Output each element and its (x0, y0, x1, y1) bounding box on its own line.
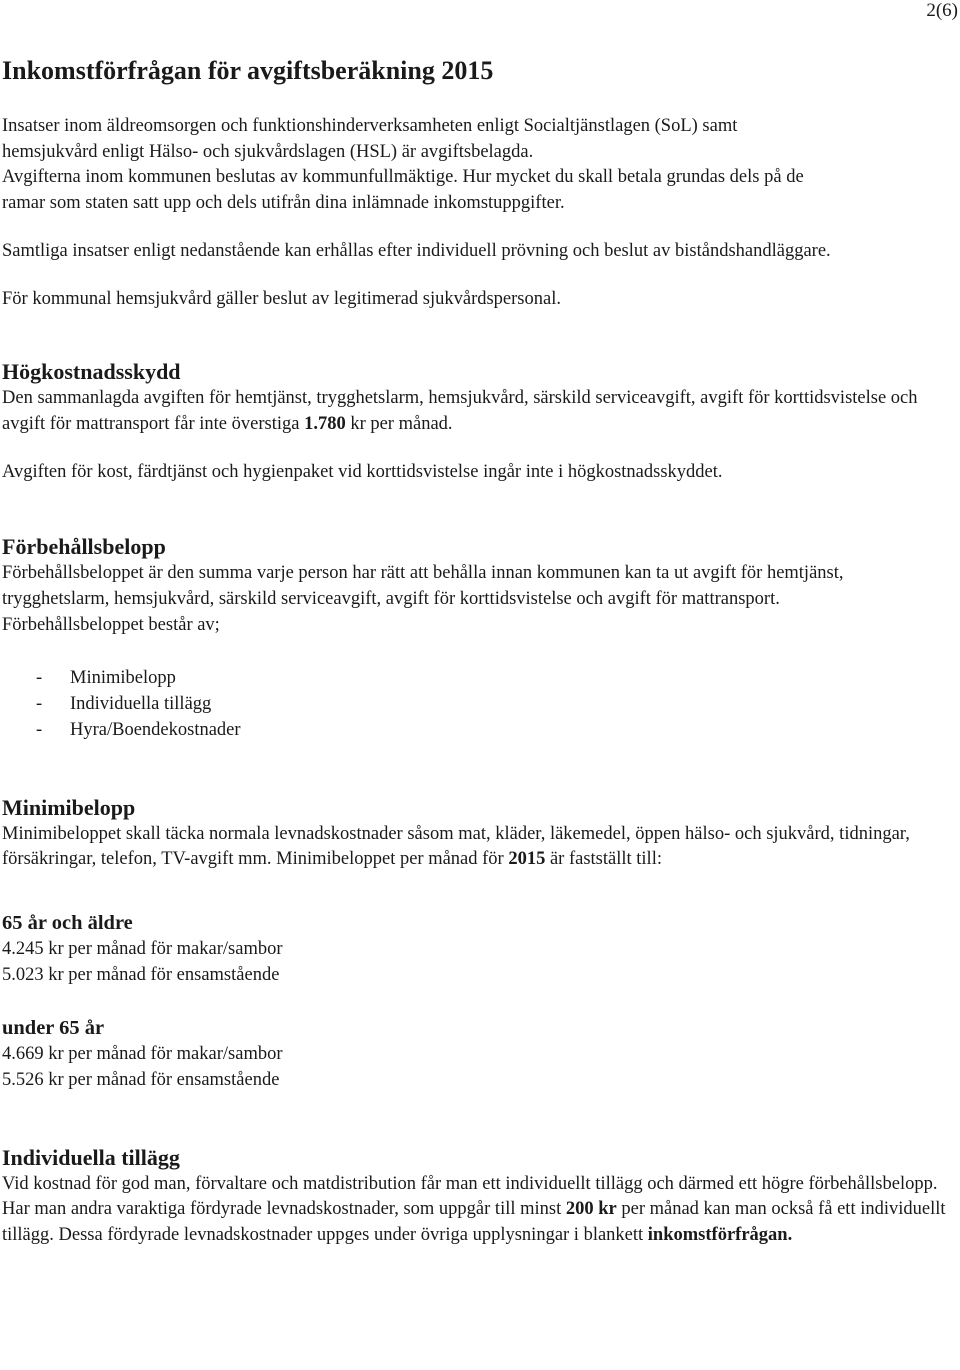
list-dash: - (36, 694, 43, 715)
max-fee-amount: 1.780 (304, 413, 346, 434)
subheading-under-65: under 65 år (2, 1017, 105, 1040)
list-item-label: Hyra/Boendekostnader (70, 719, 241, 740)
forbehallsbelopp-paragraph-2: Förbehållsbeloppet består av; (2, 614, 220, 635)
minimibelopp-paragraph (2, 822, 952, 873)
amount-line: 4.245 kr per månad för makar/sambor (2, 938, 283, 959)
intro-line-3b: Hur mycket du skall betala grundas dels på de (457, 167, 804, 188)
subheading-65-and-older: 65 år och äldre (2, 911, 133, 934)
intro-paragraph-1 (2, 114, 952, 217)
forbehallsbelopp-paragraph-1: Förbehållsbeloppet är den summa varje person har rätt att behålla innan kommunen kan ta ut avgift för hemtjänst, trygghetslarm, hemsjukvård, särskild serviceavgift, avgift för korttidsvistelse och avgift för mattransport. (2, 563, 844, 610)
individuella-text-a: Vid kostnad för god man, förvaltare och matdistribution får man ett individuellt tillägg och därmed ett högre förbehållsbelopp. Har man andra varaktiga fördyrade levnadskostnader, som uppgår till minst (2, 1173, 938, 1220)
hogkostnadsskydd-text-a: Den sammanlagda avgiften för hemtjänst, trygghetslarm, hemsjukvård, särskild serviceavgift, avgift för korttidsvistelse och avgift för mattransport får inte överstiga (2, 388, 918, 434)
document-body (2, 54, 952, 1249)
section-heading-hogkostnadsskydd: Högkostnadsskydd (2, 359, 181, 385)
hogkostnadsskydd-text-b: kr per månad. (345, 413, 453, 434)
minimibelopp-text-b: är fastställt till: (545, 849, 662, 870)
amount-line: 4.669 kr per månad för makar/sambor (2, 1044, 283, 1065)
page-number: 2(6) (926, 0, 958, 21)
section-heading-individuella-tillagg: Individuella tillägg (2, 1144, 180, 1170)
list-dash: - (36, 668, 43, 689)
individuella-paragraph (2, 1172, 952, 1249)
form-name: inkomstförfrågan. (647, 1225, 793, 1246)
list-item (2, 666, 952, 692)
intro-line-2: hemsjukvård enligt Hälso- och sjukvårdslagen (HSL) är avgiftsbelagda. (2, 141, 534, 162)
individuella-text-b: per månad kan man också få ett individuellt tillägg. Dessa fördyrade levnadskostnader uppges under övriga upplysningar i blankett (2, 1199, 946, 1246)
intro-line-3a: Avgifterna inom kommunen beslutas av kommunfullmäktige. (2, 167, 458, 188)
section-heading-forbehallsbelopp: Förbehållsbelopp (2, 534, 166, 560)
intro-line-1: Insatser inom äldreomsorgen och funktionshinderverksamheten enligt Socialtjänstlagen (SoL) samt (2, 116, 738, 136)
amount-line: 5.023 kr per månad för ensamstående (2, 964, 280, 985)
amount-line: 5.526 kr per månad för ensamstående (2, 1070, 280, 1091)
intro-paragraph-2: Samtliga insatser enligt nedanstående kan erhållas efter individuell prövning och beslut av biståndshandläggare. (2, 240, 831, 261)
hogkostnadsskydd-paragraph-2: Avgiften för kost, färdtjänst och hygienpaket vid korttidsvistelse ingår inte i högkostnadsskyddet. (2, 461, 723, 482)
list-item-label: Individuella tillägg (70, 694, 212, 715)
list-dash: - (36, 719, 43, 740)
intro-paragraph-3: För kommunal hemsjukvård gäller beslut av legitimerad sjukvårdspersonal. (2, 288, 561, 309)
forbehallsbelopp-list (2, 666, 952, 743)
minimibelopp-year: 2015 (508, 849, 546, 870)
min-cost-amount: 200 kr (565, 1199, 617, 1220)
minimibelopp-text-a: Minimibeloppet skall täcka normala levnadskostnader såsom mat, kläder, läkemedel, öppen hälso- och sjukvård, tidningar, försäkringar, telefon, TV-avgift mm. Minimibeloppet per månad för (2, 823, 910, 870)
list-item (2, 692, 952, 718)
page-title: Inkomstförfrågan för avgiftsberäkning 2015 (2, 56, 494, 85)
section-heading-minimibelopp: Minimibelopp (2, 794, 136, 820)
intro-line-4: ramar som staten satt upp och dels utifrån dina inlämnade inkomstuppgifter. (2, 193, 565, 214)
hogkostnadsskydd-paragraph-1 (2, 386, 952, 437)
list-item-label: Minimibelopp (70, 668, 176, 689)
list-item (2, 718, 952, 744)
